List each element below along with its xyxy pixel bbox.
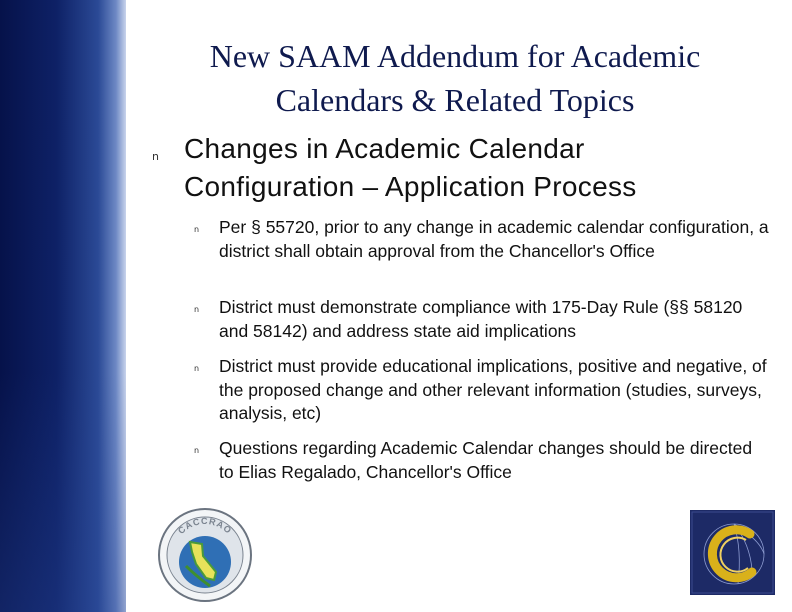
sub-bullet-glyph: n — [194, 225, 200, 234]
sub-bullet-glyph: n — [194, 446, 200, 455]
list-item-text: Questions regarding Academic Calendar changes should be directed to Elias Regalado, Chancellor's Office — [219, 438, 753, 482]
list-item-text: Per § 55720, prior to any change in academic calendar configuration, a district shall obtain approval from the Chancellor's Office — [219, 217, 769, 261]
title-line-2: Calendars & Related Topics — [275, 82, 635, 118]
community-colleges-c-logo-icon — [690, 510, 775, 595]
heading-line-1: Changes in Academic Calendar — [184, 133, 585, 164]
sub-bullet-glyph: n — [194, 364, 200, 373]
section-heading — [184, 130, 774, 206]
title-line-1: New SAAM Addendum for Academic — [209, 38, 701, 74]
heading-bullet: n — [152, 150, 159, 163]
list-item-text: District must demonstrate compliance with 175-Day Rule (§§ 58120 and 58142) and address state aid implications — [219, 297, 743, 341]
list-item-text: District must provide educational implications, positive and negative, of the proposed change and other relevant information (studies, surveys, analysis, etc) — [219, 356, 767, 423]
left-sidebar-gradient — [0, 0, 126, 612]
sub-bullet-glyph: n — [194, 305, 200, 314]
logo-arc-text: CACCRAO — [176, 515, 234, 537]
slide-title — [140, 34, 770, 122]
caccrao-logo — [156, 506, 254, 604]
heading-line-2: Configuration – Application Process — [184, 171, 637, 202]
